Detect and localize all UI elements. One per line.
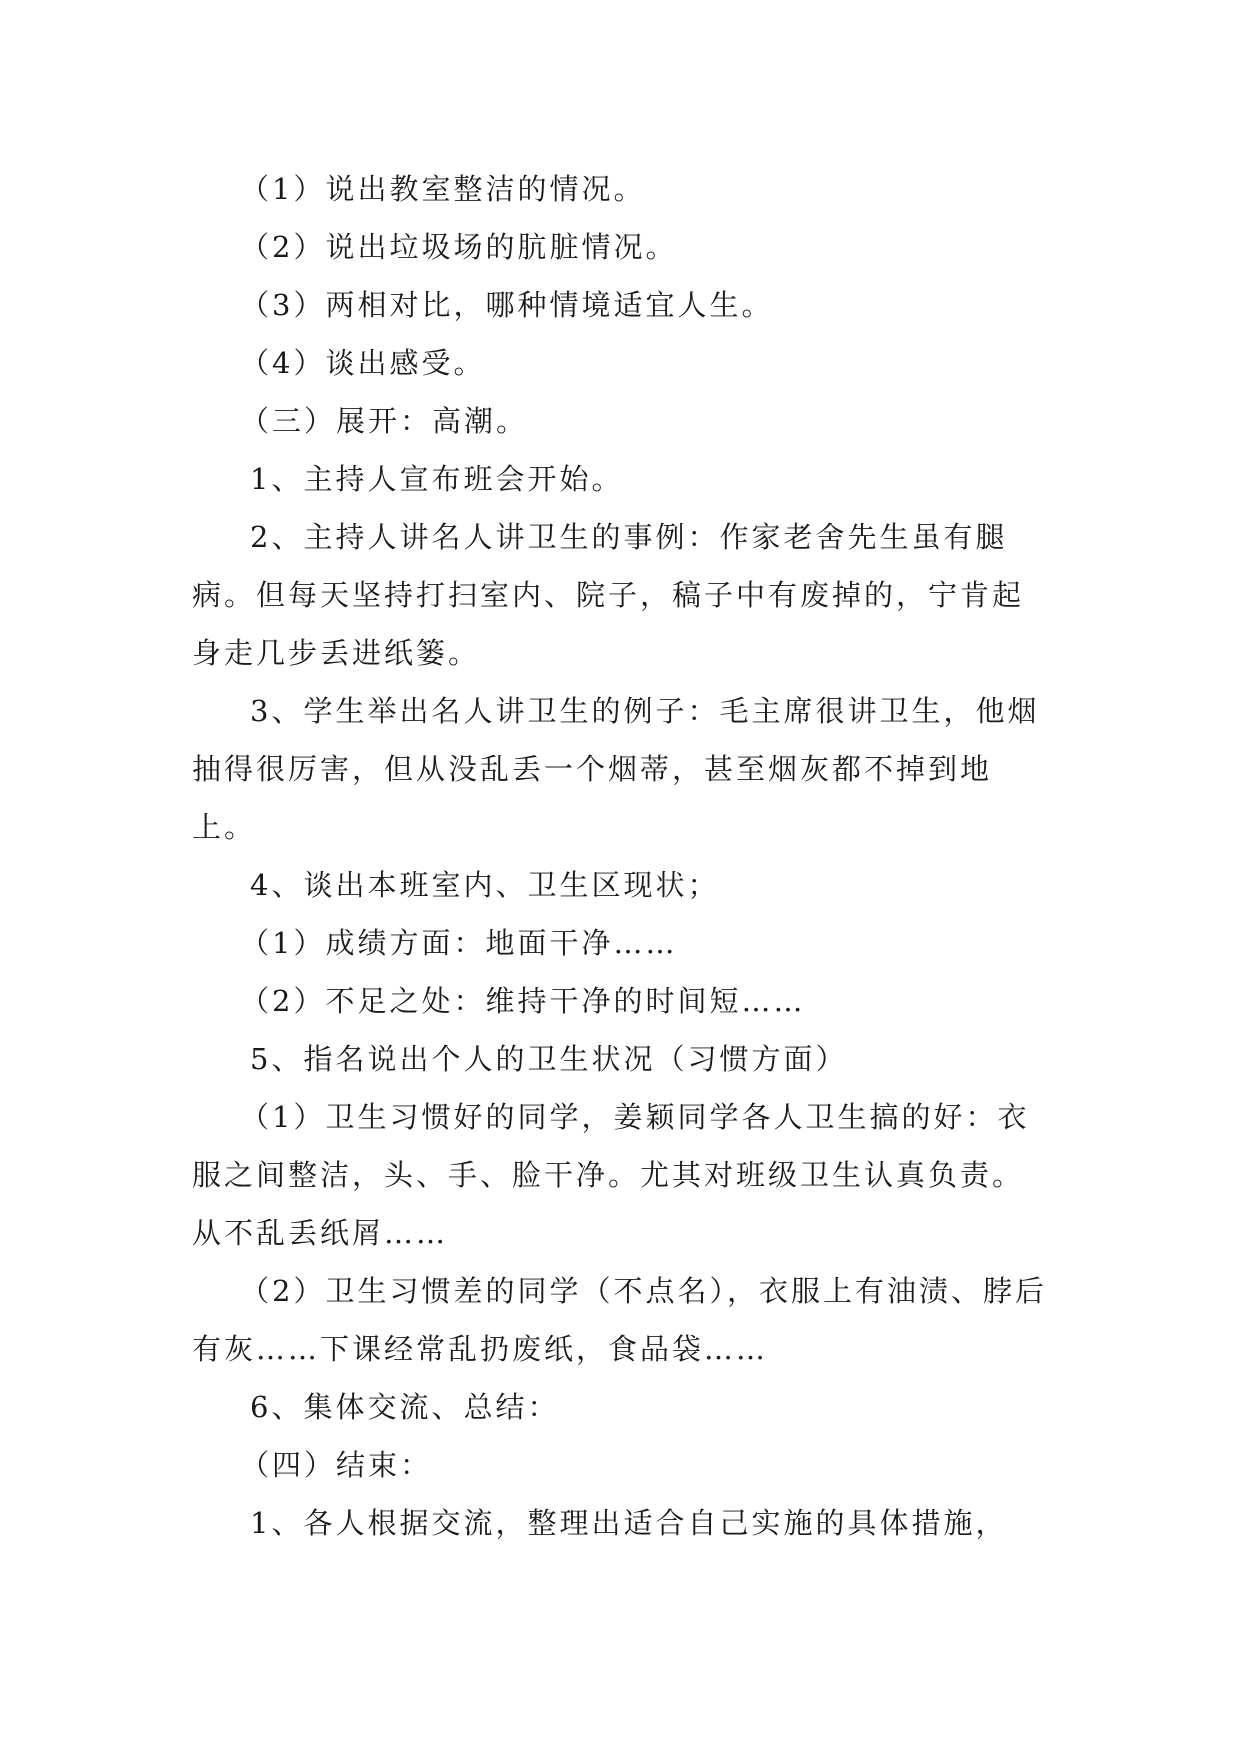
paragraph: 2、主持人讲名人讲卫生的事例：作家老舍先生虽有腿病。但每天坚持打扫室内、院子，稿子中有废掉的，宁肯起身走几步丢进纸篓。: [192, 520, 1025, 670]
section-heading: （四）结束：: [240, 1448, 433, 1482]
paragraph: 3、学生举出名人讲卫生的例子：毛主席很讲卫生，他烟抽得很厉害，但从没乱丢一个烟蒂，甚至烟灰都不掉到地上。: [192, 694, 1040, 844]
paragraph: 4、谈出本班室内、卫生区现状；: [250, 868, 720, 902]
paragraph: 1、各人根据交流，整理出适合自己实施的具体措施，: [250, 1506, 1008, 1540]
paragraph: （1）说出教室整洁的情况。: [240, 172, 646, 206]
paragraph: （3）两相对比，哪种情境适宜人生。: [240, 288, 774, 322]
paragraph: （1）卫生习惯好的同学，姜颖同学各人卫生搞的好：衣服之间整洁，头、手、脸干净。尤其对班级卫生认真负责。从不乱丢纸屑……: [192, 1100, 1030, 1250]
document-body: [192, 160, 1052, 1552]
paragraph: 6、集体交流、总结：: [250, 1390, 560, 1424]
paragraph: （2）不足之处：维持干净的时间短……: [240, 984, 806, 1018]
paragraph: （1）成绩方面：地面干净……: [240, 926, 678, 960]
paragraph: （2）说出垃圾场的肮脏情况。: [240, 230, 678, 264]
paragraph: 1、主持人宣布班会开始。: [250, 462, 624, 496]
paragraph: （2）卫生习惯差的同学（不点名），衣服上有油渍、脖后有灰……下课经常乱扔废纸，食品袋……: [192, 1274, 1047, 1366]
paragraph: 5、指名说出个人的卫生状况（习惯方面）: [250, 1042, 848, 1076]
section-heading: （三）展开：高潮。: [240, 404, 529, 438]
paragraph: （4）谈出感受。: [240, 346, 486, 380]
